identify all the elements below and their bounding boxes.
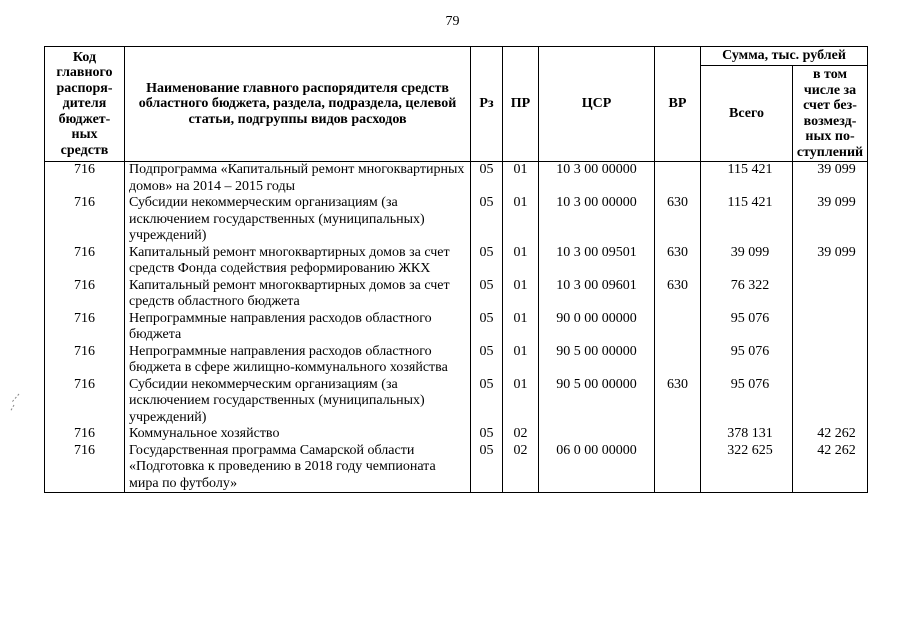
cell-incl: 42 262 bbox=[793, 426, 868, 443]
cell-rz: 05 bbox=[471, 162, 503, 196]
cell-incl: 39 099 bbox=[793, 245, 868, 278]
cell-vr: 630 bbox=[655, 278, 701, 311]
cell-total: 378 131 bbox=[701, 426, 793, 443]
table-row bbox=[45, 377, 868, 427]
cell-pr: 02 bbox=[503, 443, 539, 493]
header-rz: Рз bbox=[471, 47, 503, 162]
cell-vr bbox=[655, 162, 701, 196]
cell-code: 716 bbox=[45, 377, 125, 427]
cell-vr bbox=[655, 311, 701, 344]
cell-vr bbox=[655, 344, 701, 377]
cell-name: Субсидии некоммерческим организациям (за исключением государственных (муниципальных) учреждений) bbox=[125, 195, 471, 245]
page-number: 79 bbox=[445, 14, 460, 29]
cell-pr: 02 bbox=[503, 426, 539, 443]
cell-name: Непрограммные направления расходов областного бюджета в сфере жилищно-коммунального хозяйства bbox=[125, 344, 471, 377]
cell-total: 95 076 bbox=[701, 344, 793, 377]
cell-total: 39 099 bbox=[701, 245, 793, 278]
cell-vr bbox=[655, 443, 701, 493]
cell-rz: 05 bbox=[471, 443, 503, 493]
header-sum: Сумма, тыс. рублей bbox=[701, 47, 868, 66]
table-row bbox=[45, 162, 868, 196]
cell-csr: 90 0 00 00000 bbox=[539, 311, 655, 344]
header-total: Всего bbox=[701, 66, 793, 162]
cell-incl: 39 099 bbox=[793, 162, 868, 196]
table-row bbox=[45, 245, 868, 278]
cell-total: 95 076 bbox=[701, 311, 793, 344]
table-row bbox=[45, 278, 868, 311]
cell-pr: 01 bbox=[503, 278, 539, 311]
cell-rz: 05 bbox=[471, 195, 503, 245]
cell-pr: 01 bbox=[503, 377, 539, 427]
cell-pr: 01 bbox=[503, 162, 539, 196]
table-row bbox=[45, 344, 868, 377]
header-vr: ВР bbox=[655, 47, 701, 162]
cell-total: 95 076 bbox=[701, 377, 793, 427]
cell-rz: 05 bbox=[471, 377, 503, 427]
cell-name: Непрограммные направления расходов областного бюджета bbox=[125, 311, 471, 344]
cell-csr: 10 3 00 00000 bbox=[539, 195, 655, 245]
cell-total: 115 421 bbox=[701, 162, 793, 196]
cell-vr: 630 bbox=[655, 245, 701, 278]
cell-csr: 10 3 00 09601 bbox=[539, 278, 655, 311]
cell-code: 716 bbox=[45, 426, 125, 443]
cell-csr: 90 5 00 00000 bbox=[539, 344, 655, 377]
cell-rz: 05 bbox=[471, 426, 503, 443]
cell-incl: 42 262 bbox=[793, 443, 868, 493]
cell-pr: 01 bbox=[503, 245, 539, 278]
header-incl: в том числе за счет без-возмезд-ных по-ступлений bbox=[793, 66, 868, 162]
cell-name: Капитальный ремонт многоквартирных домов за счет средств областного бюджета bbox=[125, 278, 471, 311]
cell-incl bbox=[793, 377, 868, 427]
cell-rz: 05 bbox=[471, 278, 503, 311]
cell-csr: 10 3 00 09501 bbox=[539, 245, 655, 278]
cell-vr: 630 bbox=[655, 377, 701, 427]
cell-rz: 05 bbox=[471, 344, 503, 377]
cell-code: 716 bbox=[45, 443, 125, 493]
cell-code: 716 bbox=[45, 162, 125, 196]
cell-incl bbox=[793, 278, 868, 311]
cell-incl: 39 099 bbox=[793, 195, 868, 245]
table-row bbox=[45, 426, 868, 443]
cell-name: Коммунальное хозяйство bbox=[125, 426, 471, 443]
cell-code: 716 bbox=[45, 245, 125, 278]
cell-total: 76 322 bbox=[701, 278, 793, 311]
cell-total: 322 625 bbox=[701, 443, 793, 493]
cell-vr bbox=[655, 426, 701, 443]
cell-name: Субсидии некоммерческим организациям (за исключением государственных (муниципальных) учреждений) bbox=[125, 377, 471, 427]
header-csr: ЦСР bbox=[539, 47, 655, 162]
cell-pr: 01 bbox=[503, 344, 539, 377]
budget-table bbox=[44, 46, 868, 493]
cell-name: Государственная программа Самарской области «Подготовка к проведению в 2018 году чемпионата мира по футболу» bbox=[125, 443, 471, 493]
cell-csr: 06 0 00 00000 bbox=[539, 443, 655, 493]
header-pr: ПР bbox=[503, 47, 539, 162]
cell-csr bbox=[539, 426, 655, 443]
cell-csr: 90 5 00 00000 bbox=[539, 377, 655, 427]
cell-rz: 05 bbox=[471, 311, 503, 344]
cell-code: 716 bbox=[45, 278, 125, 311]
table-row bbox=[45, 195, 868, 245]
cell-rz: 05 bbox=[471, 245, 503, 278]
cell-incl bbox=[793, 344, 868, 377]
cell-incl bbox=[793, 311, 868, 344]
cell-name: Подпрограмма «Капитальный ремонт многоквартирных домов» на 2014 – 2015 годы bbox=[125, 162, 471, 196]
header-name: Наименование главного распорядителя средств областного бюджета, раздела, подраздела, целевой статьи, подгруппы видов расходов bbox=[125, 47, 471, 162]
cell-total: 115 421 bbox=[701, 195, 793, 245]
cell-name: Капитальный ремонт многоквартирных домов за счет средств Фонда содействия реформированию ЖКХ bbox=[125, 245, 471, 278]
cell-csr: 10 3 00 00000 bbox=[539, 162, 655, 196]
cell-vr: 630 bbox=[655, 195, 701, 245]
cell-code: 716 bbox=[45, 344, 125, 377]
cell-pr: 01 bbox=[503, 195, 539, 245]
cell-code: 716 bbox=[45, 195, 125, 245]
cell-pr: 01 bbox=[503, 311, 539, 344]
table-row bbox=[45, 311, 868, 344]
table-row bbox=[45, 443, 868, 493]
cell-code: 716 bbox=[45, 311, 125, 344]
margin-pen-mark bbox=[8, 392, 22, 416]
header-code: Код главного распоря-дителя бюджет-ных средств bbox=[45, 47, 125, 162]
